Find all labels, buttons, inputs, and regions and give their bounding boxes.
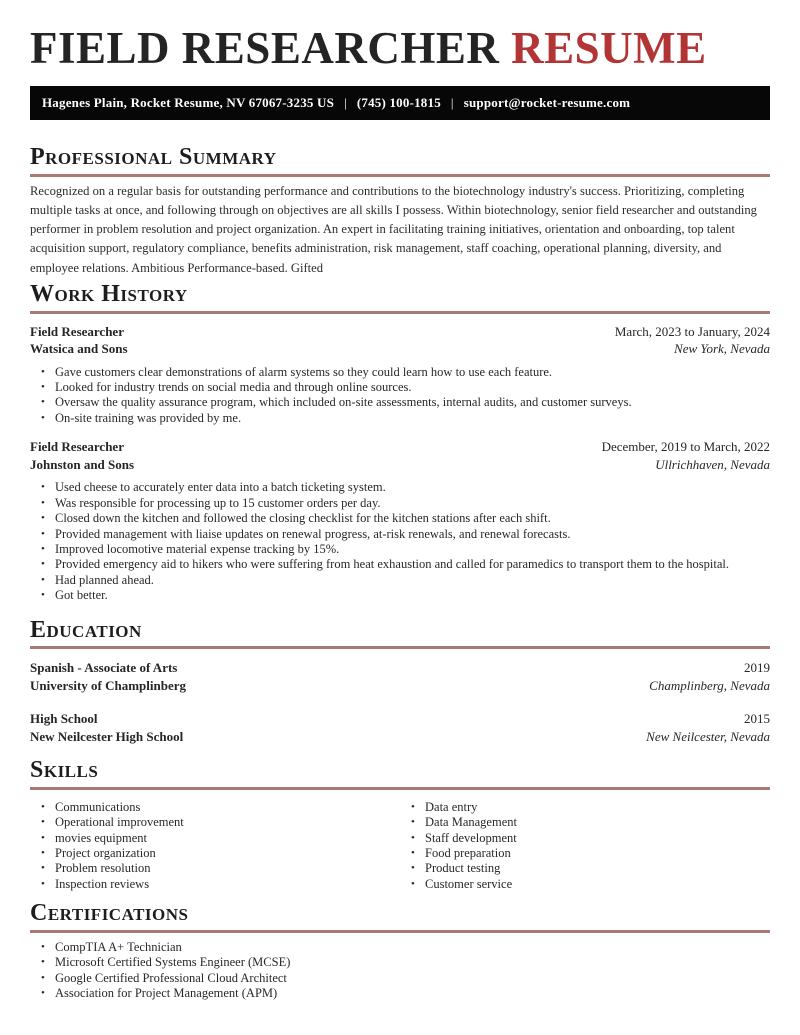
section-education [30, 617, 770, 746]
job-company: Johnston and Sons [30, 456, 135, 472]
job-dates: March, 2023 to January, 2024 [614, 323, 770, 339]
contact-separator: | [344, 95, 347, 110]
bullet-item: • Operational improvement [30, 815, 400, 830]
job-dates: December, 2019 to March, 2022 [601, 439, 770, 455]
bullet-item: • Staff development [400, 831, 770, 846]
job-entry [30, 438, 770, 603]
job-title: Field Researcher [30, 439, 124, 455]
bullet-item: • CompTIA A+ Technician [30, 940, 770, 955]
section-divider [30, 174, 770, 177]
section-divider [30, 930, 770, 933]
section-work-history [30, 281, 770, 603]
education-location: Champlinberg, Nevada [649, 677, 770, 693]
job-bullet-list [30, 365, 770, 427]
bullet-item: • Project organization [30, 846, 400, 861]
bullet-item: • Data Management [400, 815, 770, 830]
job-location: Ullrichhaven, Nevada [655, 456, 770, 472]
summary-heading: Professional Summary [30, 144, 277, 170]
education-entry [30, 659, 770, 694]
education-school-row [30, 677, 770, 695]
skills-heading: Skills [30, 757, 99, 784]
bullet-item: • Microsoft Certified Systems Engineer (MCSE) [30, 955, 770, 970]
work-history-heading: Work History [30, 281, 188, 308]
education-entry [30, 710, 770, 745]
contact-separator: | [450, 95, 454, 110]
page-title [30, 23, 770, 73]
skills-columns [30, 793, 770, 892]
bullet-item: • Improved locomotive material expense tracking by 15%. [30, 542, 770, 557]
education-year: 2015 [744, 711, 770, 727]
contact-bar [30, 86, 770, 120]
bullet-item: • Had planned ahead. [30, 573, 770, 588]
bullet-item: • Closed down the kitchen and followed the closing checklist for the kitchen stations after each shift. [30, 511, 770, 526]
bullet-item: • Inspection reviews [30, 877, 400, 892]
bullet-item: • movies equipment [30, 831, 400, 846]
education-year: 2019 [744, 660, 770, 676]
contact-email: support@rocket-resume.com [463, 95, 631, 110]
education-degree-row [30, 710, 770, 728]
title-primary: FIELD RESEARCHER [30, 23, 500, 73]
bullet-item: • Data entry [400, 800, 770, 815]
summary-text: Recognized on a regular basis for outstanding performance and contributions to the biotechnology industry's success. Prioritizing, completing multiple tasks at once, and following through on objectives are all skills I possess. Within biotechnology, senior field researcher and outstanding performer in problem resolution and project organization. An expert in facilitating training initiatives, orientation and onboarding, top talent acquisition support, regulatory compliance, benefits administration, risk management, staff coaching, operational planning, diversity, and employee relations. Ambitious Performance-based. Gifted [30, 183, 757, 275]
bullet-item: • Google Certified Professional Cloud Architect [30, 971, 770, 986]
job-bullet-list [30, 480, 770, 603]
education-location: New Neilcester, Nevada [646, 728, 770, 744]
section-skills [30, 757, 770, 892]
bullet-item: • Food preparation [400, 846, 770, 861]
bullet-item: • Provided emergency aid to hikers who were suffering from heat exhaustion and called for paramedics to transport them to the hospital. [30, 557, 770, 572]
bullet-item: • Used cheese to accurately enter data into a batch ticketing system. [30, 480, 770, 495]
skills-list-left [30, 800, 400, 892]
job-company-row [30, 456, 770, 474]
education-degree: Spanish - Associate of Arts [30, 660, 178, 676]
certifications-list [30, 940, 770, 1002]
bullet-item: • On-site training was provided by me. [30, 411, 770, 426]
bullet-item: • Problem resolution [30, 861, 400, 876]
job-company-row [30, 340, 770, 358]
bullet-item: • Product testing [400, 861, 770, 876]
skills-list-right [400, 800, 770, 892]
job-entry [30, 323, 770, 427]
section-professional-summary [30, 144, 770, 278]
job-title-row [30, 438, 770, 456]
bullet-item: • Association for Project Management (APM) [30, 986, 770, 1001]
contact-address: Hagenes Plain, Rocket Resume, NV 67067-3235 US [42, 95, 335, 110]
title-accent: RESUME [511, 23, 707, 73]
bullet-item: • Gave customers clear demonstrations of alarm systems so they could learn how to use each feature. [30, 365, 770, 380]
job-title: Field Researcher [30, 323, 124, 339]
education-school: University of Champlinberg [30, 677, 186, 693]
section-certifications [30, 900, 770, 1001]
bullet-item: • Got better. [30, 588, 770, 603]
section-divider [30, 787, 770, 790]
bullet-item: • Communications [30, 800, 400, 815]
education-school-row [30, 728, 770, 746]
job-company: Watsica and Sons [30, 341, 128, 357]
bullet-item: • Looked for industry trends on social media and through online sources. [30, 380, 770, 395]
education-school: New Neilcester High School [30, 728, 184, 744]
education-degree: High School [30, 711, 98, 727]
bullet-item: • Oversaw the quality assurance program, which included on-site assessments, internal audits, and customer surveys. [30, 395, 770, 410]
job-title-row [30, 323, 770, 341]
bullet-item: • Was responsible for processing up to 15 customer orders per day. [30, 496, 770, 511]
contact-phone: (745) 100-1815 [356, 95, 441, 110]
bullet-item: • Provided management with liaise updates on renewal progress, at-risk renewals, and renewal forecasts. [30, 527, 770, 542]
bullet-item: • Customer service [400, 877, 770, 892]
section-divider [30, 311, 770, 314]
education-degree-row [30, 659, 770, 677]
job-location: New York, Nevada [674, 341, 770, 357]
certifications-heading: Certifications [30, 900, 189, 927]
section-divider [30, 646, 770, 649]
education-heading: Education [30, 616, 142, 643]
